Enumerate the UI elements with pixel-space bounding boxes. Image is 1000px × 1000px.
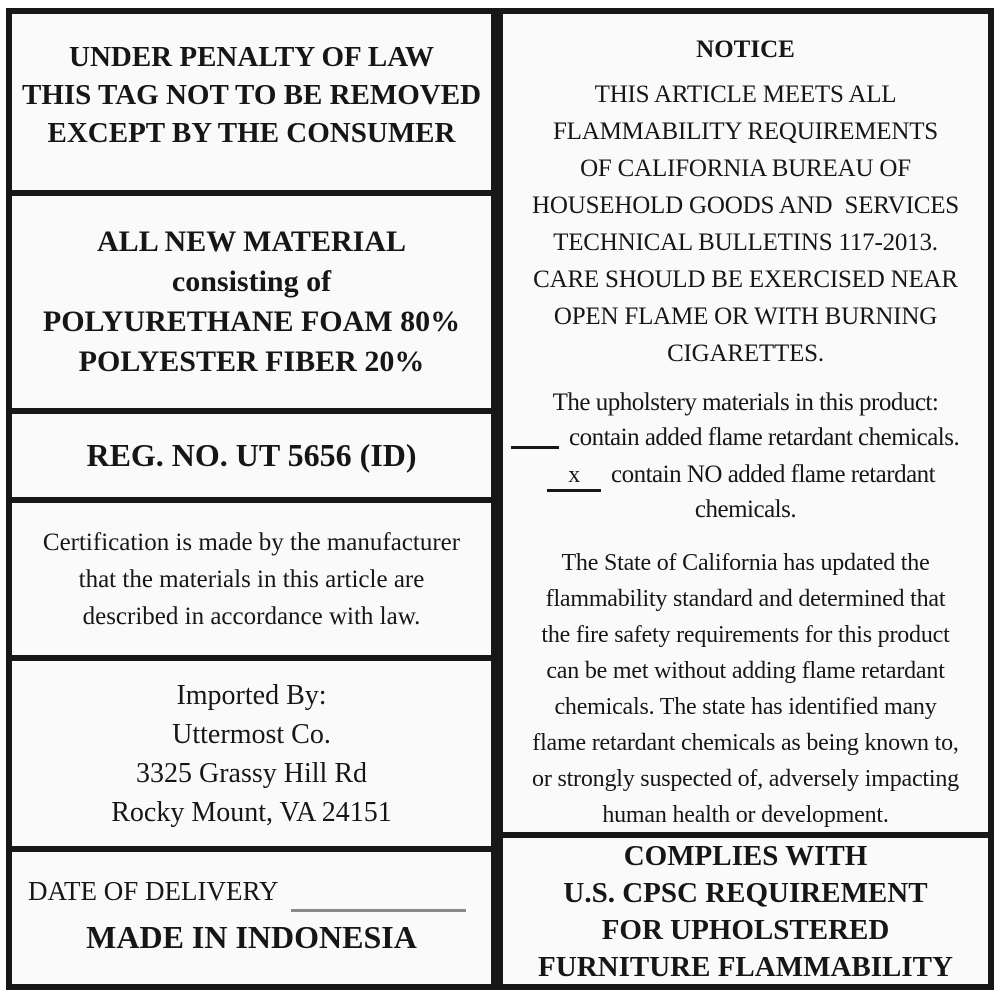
option-unchecked-blank-line: [511, 446, 559, 449]
law-label-right-column: [497, 8, 994, 990]
cpsc-compliance-text: COMPLIES WITH U.S. CPSC REQUIREMENT FOR UPHOLSTERED FURNITURE FLAMMABILITY: [538, 840, 953, 983]
imported-by-box: [12, 655, 491, 846]
flammability-notice-box: [503, 14, 988, 832]
date-of-delivery-row: [28, 876, 475, 907]
notice-title: NOTICE: [696, 36, 795, 63]
imported-by-text: Imported By: Uttermost Co. 3325 Grassy Hill Rd Rocky Mount, VA 24151: [111, 679, 392, 828]
registration-number-text: REG. NO. UT 5656 (ID): [86, 437, 417, 473]
date-of-delivery-label: DATE OF DELIVERY: [28, 876, 279, 906]
option-contains-retardant-row: [509, 420, 982, 455]
material-contents-box: [12, 190, 491, 408]
option-no-retardant-row: [547, 457, 982, 492]
made-in-origin-text: MADE IN INDONESIA: [86, 919, 417, 955]
flammability-requirements-paragraph: THIS ARTICLE MEETS ALL FLAMMABILITY REQUIREMENTS OF CALIFORNIA BUREAU OF HOUSEHOLD GOODS AND SERVICES TECHNICAL BULLETINS 117-2013. CARE SHOULD BE EXERCISED NEAR OPEN FLAME OR WITH BURNING CIGARETTES.: [532, 81, 959, 367]
option-contains-retardant-text: contain added flame retardant chemicals.: [569, 424, 960, 451]
certification-text: Certification is made by the manufacturer that the materials in this article are described in accordance with law.: [42, 528, 461, 630]
option-no-retardant-continuation: chemicals.: [694, 496, 797, 523]
certification-box: [12, 497, 491, 655]
penalty-warning-box: [12, 14, 491, 190]
flame-retardant-options: [509, 385, 982, 527]
state-of-california-paragraph: The State of California has updated the flammability standard and determined that the fire safety requirements for this product can be met without adding flame retardant chemicals. The state has identified many flame retardant chemicals as being known to, or strongly suspected of, adversely impacting human health or development.: [532, 550, 959, 828]
option-no-retardant-text: contain NO added flame retardant: [611, 461, 936, 488]
registration-number-box: [12, 408, 491, 497]
date-of-delivery-blank-line: [291, 905, 466, 912]
law-label-left-column: [6, 8, 497, 990]
upholstery-intro-text: The upholstery materials in this product:: [552, 389, 939, 416]
delivery-origin-box: [12, 846, 491, 984]
option-checked-x-mark: x: [547, 462, 601, 492]
material-contents-text: ALL NEW MATERIAL consisting of POLYURETHANE FOAM 80% POLYESTER FIBER 20%: [42, 225, 461, 378]
penalty-warning-text: UNDER PENALTY OF LAW THIS TAG NOT TO BE REMOVED EXCEPT BY THE CONSUMER: [21, 41, 482, 149]
cpsc-compliance-box: [503, 832, 988, 986]
